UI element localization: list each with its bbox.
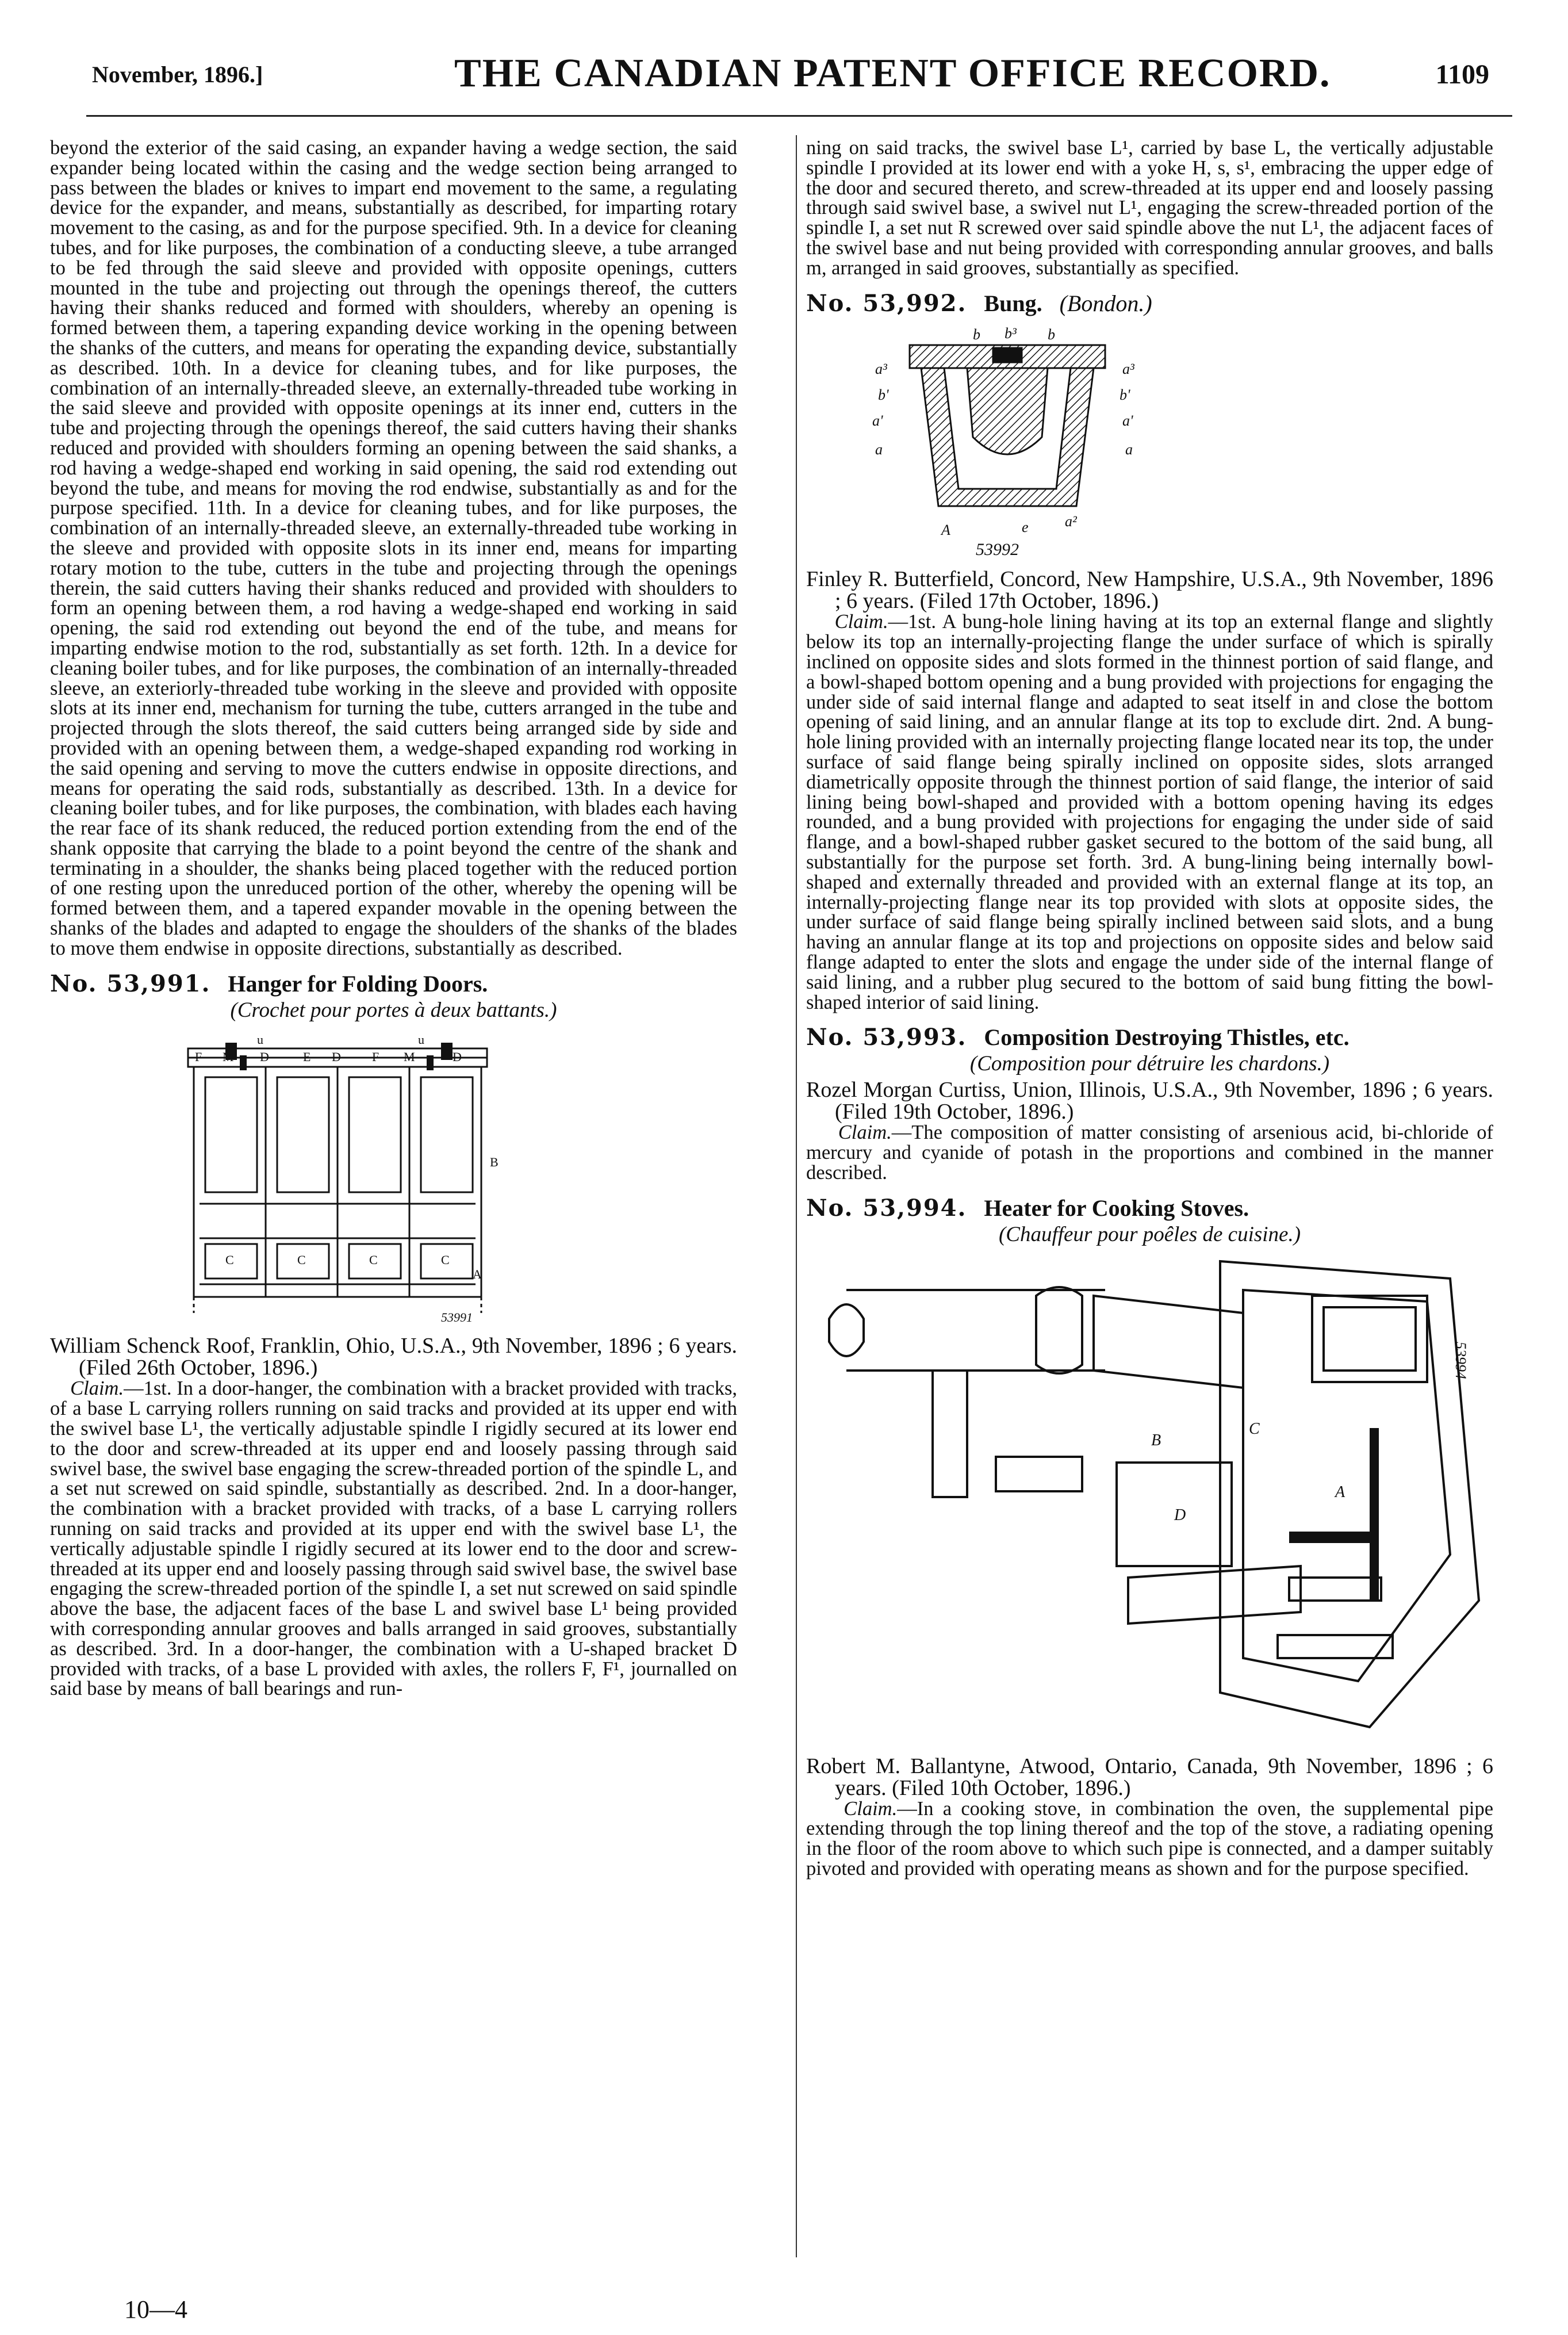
figure-label: E (303, 1049, 311, 1064)
figure-label: a (1125, 441, 1133, 458)
figure-label: C (225, 1252, 234, 1267)
patent-number: No. 53,991. (50, 970, 211, 997)
figure-label: b (973, 326, 980, 343)
patent-title: Hanger for Folding Doors. (228, 970, 488, 997)
figure-label: M (404, 1049, 415, 1064)
figure-label: a³ (875, 360, 887, 377)
figure-caption: 53991 (441, 1310, 473, 1325)
patent-french-title: (Bondon.) (1059, 290, 1152, 316)
figure-caption: 53992 (976, 539, 1019, 558)
figure-label: a' (872, 412, 883, 429)
claim-label: Claim. (834, 611, 888, 633)
claim-label: Claim. (70, 1377, 124, 1400)
folding-door-hanger-figure (50, 1031, 631, 1325)
page-header (86, 49, 1489, 101)
figure-label: A (1335, 1483, 1345, 1501)
patent-french-title: (Composition pour détruire les chardons.) (969, 1052, 1330, 1076)
patent-french-title: (Chauffeur pour poêles de cuisine.) (998, 1222, 1301, 1246)
publication-title: THE CANADIAN PATENT OFFICE RECORD. (454, 51, 1331, 95)
figure-label: A (941, 521, 950, 538)
figure-label: b (1048, 326, 1055, 343)
column-divider (796, 135, 797, 2257)
figure-label: u (418, 1032, 424, 1047)
patent-heading-53992 (806, 291, 1493, 316)
figure-label: e (1022, 518, 1029, 535)
figure-label: C (297, 1252, 306, 1267)
figure-label: B (490, 1154, 499, 1169)
figure-label: D (332, 1049, 341, 1064)
bung-figure (806, 322, 1209, 558)
patent-title: Heater for Cooking Stoves. (984, 1195, 1249, 1221)
patent-number: No. 53,994. (806, 1194, 967, 1222)
claim-text: —The composition of matter consisting of arsenious acid, bi-chloride of mercury and cyanide of potash in the proportions and combined in the manner described. (806, 1121, 1494, 1184)
left-column (50, 138, 737, 1699)
figure-label: C (369, 1252, 378, 1267)
signature-mark: 10—4 (124, 2295, 187, 2323)
patent-number: No. 53,993. (806, 1024, 967, 1051)
continued-claims-text: ning on said tracks, the swivel base L¹, carried by base L, the vertically adjustable spindle I provided at its lower end with a yoke H, s, s¹, embracing the upper edge of the door and secured thereto, and screw-threaded at its upper end and loosely passing through said swivel base, a swivel nut L¹, engaging the screw-threaded portion of the spindle I, a set nut R screwed over said spindle above the nut L¹, the adjacent faces of the swivel base and nut being provided with corresponding annular grooves, and balls m, arranged in said grooves, substantially as specified. (806, 137, 1493, 279)
claim-text: —1st. A bung-hole lining having at its top an external flange and slightly below its top an internally-projecting flange the under surface of which is spirally inclined on opposite sides and slots formed in the thinnest portion of said flange, and a bowl-shaped bottom opening and a bung provided with projections for engaging the under side of said internal flange and adapted to seat itself in and close the bottom opening of said lining, and an annular flange at its top to exclude dirt. 2nd. A bung-hole lining provided with an internally projecting flange located near its top, the under surface of said flange being spirally inclined on opposite sides, slots arranged diametrically opposite through the thinnest portion of said flange, the interior of said lining being bowl-shaped and provided with a bottom opening having its edges rounded, and a bung provided with projections for engaging the under side of said flange, and a bowl-shaped rubber gasket secured to the bottom of the said bung, all substantially for the purpose set forth. 3rd. A bung-lining being internally bowl-shaped and externally threaded and provided with an external flange at its top, an internally-projecting flange near its top provided with slots at opposite sides, the under surface of said flange being spirally inclined between said slots, and a bung having an annular flange at its top and projections on opposite sides and below said flange adapted to enter the slots and engage the under side of the internal flange of said lining, and a rubber plug secured to the bottom of said bung fitting the bowl-shaped interior of said lining. (806, 611, 1494, 1013)
patent-title: Composition Destroying Thistles, etc. (984, 1024, 1350, 1051)
figure-label: a (875, 441, 883, 458)
patent-claim (50, 1379, 737, 1699)
header-rule (86, 115, 1512, 117)
stove-heater-figure (806, 1255, 1485, 1744)
figure-label: D (1174, 1506, 1186, 1524)
patent-inventor: Robert M. Ballantyne, Atwood, Ontario, Canada, 9th November, 1896 ; 6 years. (Filed 10th October, 1896.) (806, 1754, 1493, 1800)
patent-claim (806, 612, 1493, 1012)
figure-label: F (372, 1049, 379, 1064)
figure-label: C (441, 1252, 450, 1267)
issue-date: November, 1896.] (92, 62, 263, 87)
continued-claims-text: beyond the exterior of the said casing, an expander having a wedge section, the said expander being located within the casing and the wedge section being arranged to pass between the blades or knives to impart end movement to the same, a regulating device for the expander, and means, substantially as described, for imparting rotary movement to the casing, as and for the purpose specified. 9th. In a device for cleaning tubes, and for like purposes, the combination of a conducting sleeve, a tube arranged to be fed through the said sleeve and provided with opposite openings, cutters mounted in the tube and projecting out through the openings thereof, the cutters having their shanks reduced and formed with shoulders, whereby an opening is formed between them, a tapering expanding device working in the opening between the shanks of the cutters, and means for operating the expanding device, substantially as described. 10th. In a device for cleaning tubes, and for like purposes, the combination of an internally-threaded sleeve, an externally-threaded tube working in the said sleeve and provided with opposite openings at its inner end, cutters in the tube and projecting through the openings thereof, the said cutters having their shanks reduced and provided with shoulders forming an opening between the said shanks, a rod having a wedge-shaped end working in said opening, the said rod extending out beyond the tube, and means for moving the rod endwise, substantially as and for the purpose specified. 11th. In a device for cleaning tubes, and for like purposes, the combination of an internally-threaded sleeve, an externally-threaded tube working in the sleeve and provided with opposite slots in its inner end, means for imparting rotary motion to the tube, cutters in the tube and projecting through the openings therein, the said cutters having their shanks reduced and provided with shoulders to form an opening between them, a rod having a wedge-shaped end working in said opening, the said rod extending out beyond the end of the tube, and means for imparting endwise motion to the rod, substantially as set forth. 12th. In a device for cleaning boiler tubes, and for like purposes, the combination of an internally-threaded sleeve, an exteriorly-threaded tube working in the sleeve and provided with opposite slots at its inner end, mechanism for turning the tube, cutters arranged in the tube and projected through the slots thereof, the said cutters being arranged side by side and provided with an opening between them, a wedge-shaped expanding rod working in the said opening and serving to move the cutters endwise in opposite directions, and means for operating the said rods, substantially as described. 13th. In a device for cleaning boiler tubes, and for like purposes, the combination, with blades each having the rear face of its shank reduced, the reduced portion extending from the end of the shank opposite that carrying the blade to a point beyond the centre of the shank and terminating in a shoulder, the shanks being placed together with the reduced portion of one resting upon the unreduced portion of the other, whereby the opening will be formed between them, and a tapered expander movable in the opening between the shanks of the blades and adapted to engage the shoulders of the shanks of the blades to move them endwise in opposite directions, substantially as described. (50, 137, 737, 959)
figure-label: C (1249, 1419, 1260, 1438)
figure-label: M (223, 1049, 234, 1064)
figure-label: a' (1122, 412, 1133, 429)
patent-number: No. 53,992. (806, 289, 967, 317)
patent-title: Bung. (984, 290, 1042, 316)
patent-inventor: William Schenck Roof, Franklin, Ohio, U.S.A., 9th November, 1896 ; 6 years. (Filed 26th October, 1896.) (50, 1334, 737, 1380)
figure-caption: 53994 (1452, 1341, 1469, 1379)
figure-label: a³ (1122, 360, 1134, 377)
page-number: 1109 (1435, 59, 1489, 90)
patent-heading-53991 (50, 971, 737, 997)
claim-text: —In a cooking stove, in combination the oven, the supplemental pipe extending through the top lining thereof and the top of the stove, a radiating opening in the floor of the room above to which such pipe is connected, and a damper suitably pivoted and provided with operating means as shown and for the purpose specified. (806, 1797, 1494, 1880)
figure-label: b' (1120, 386, 1130, 403)
patent-claim (806, 1799, 1493, 1879)
figure-label: F (195, 1049, 202, 1064)
patent-french-title: (Crochet pour portes à deux battants.) (230, 998, 557, 1022)
patent-heading-53993 (806, 1025, 1493, 1050)
figure-label: D (260, 1049, 269, 1064)
figure-label: u (257, 1032, 263, 1047)
figure-label: D (453, 1049, 462, 1064)
figure-label: B (1151, 1431, 1161, 1449)
patent-inventor: Rozel Morgan Curtiss, Union, Illinois, U.S.A., 9th November, 1896 ; 6 years. (Filed 19th October, 1896.) (806, 1078, 1493, 1124)
patent-inventor: Finley R. Butterfield, Concord, New Hampshire, U.S.A., 9th November, 1896 ; 6 years. (Filed 17th October, 1896.) (806, 567, 1493, 614)
claim-label: Claim. (838, 1121, 892, 1144)
figure-label: b' (878, 386, 889, 403)
figure-label: A (473, 1266, 482, 1281)
claim-text: —1st. In a door-hanger, the combination with a bracket provided with tracks, of a base L carrying rollers running on said tracks and provided at its upper end with the swivel base L¹, the vertically adjustable spindle I rigidly secured at its lower end to the door and screw-threaded at its upper end and loosely passing through said swivel base, the swivel base engaging the screw-threaded portion of the spindle L, and a set nut screwed on said spindle, substantially as described. 2nd. In a door-hanger, the combination with a bracket provided with tracks, of a base L carrying rollers running on said tracks and provided at its upper end with the swivel base L¹, the vertically adjustable spindle I rigidly secured at its lower end to the door and screw-threaded at its upper end and loosely passing through said swivel base, the swivel base engaging the screw-threaded portion of the spindle I, a set nut screwed on said spindle above the base, the adjacent faces of the base L and swivel base L¹ being provided with corresponding annular grooves and balls arranged in said grooves, substantially as described. 3rd. In a door-hanger, the combination with a U-shaped bracket D provided with tracks, of a base L provided with axles, the rollers F, F¹, journalled on said base by means of ball bearings and run- (50, 1377, 737, 1700)
figure-label: b³ (1005, 324, 1017, 342)
patent-heading-53994 (806, 1196, 1493, 1221)
figure-label: a² (1065, 512, 1077, 530)
right-column (806, 138, 1493, 1879)
claim-label: Claim. (844, 1797, 898, 1820)
patent-claim (806, 1123, 1493, 1182)
